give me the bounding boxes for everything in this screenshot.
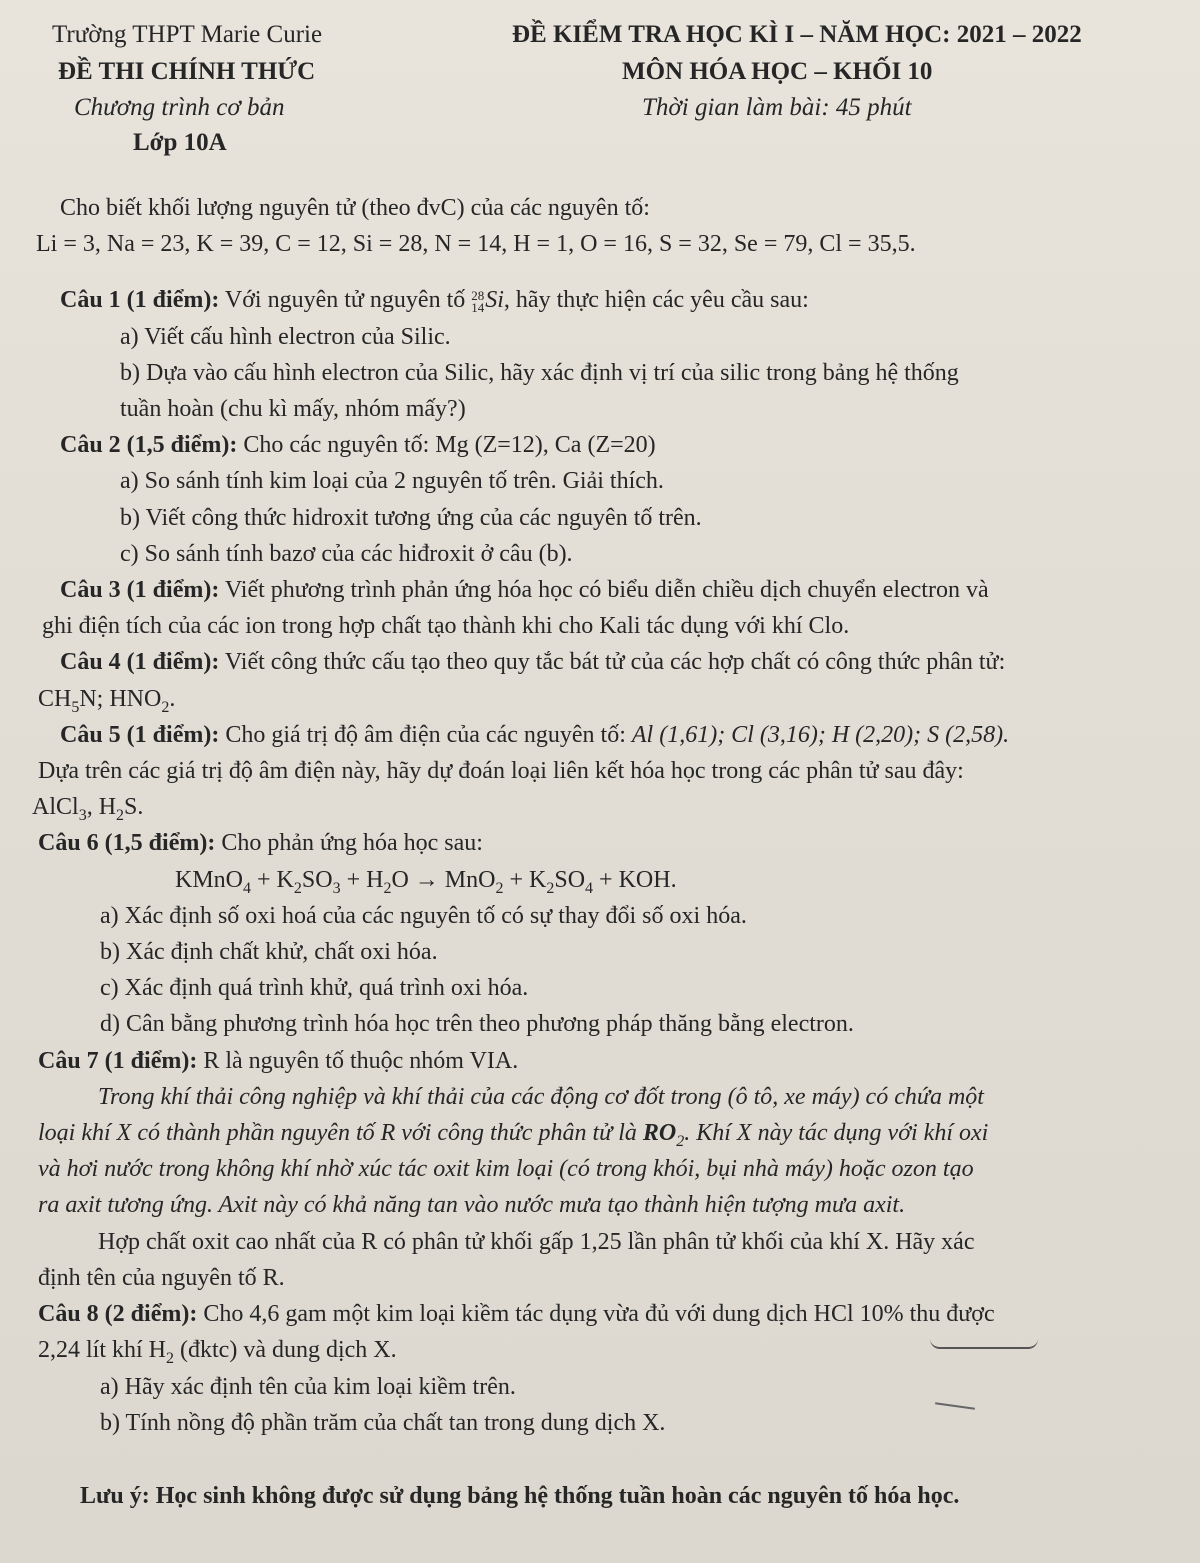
- q1-header: [30, 282, 1170, 318]
- q2-c: c) So sánh tính bazơ của các hiđroxit ở câu (b).: [120, 540, 573, 567]
- q8-header: [30, 1296, 1170, 1332]
- q2-text: Cho các nguyên tố: Mg (Z=12), Ca (Z=20): [243, 432, 656, 459]
- subject-label: MÔN HÓA HỌC – KHỐI 10: [622, 58, 933, 85]
- q6-b: b) Xác định chất khử, chất oxi hóa.: [100, 939, 438, 966]
- q3-text2: ghi điện tích của các ion trong hợp chất tạo thành khi cho Kali tác dụng với khí Clo.: [42, 613, 850, 640]
- q7-p1: Trong khí thải công nghiệp và khí thải của các động cơ đốt trong (ô tô, xe máy) có chứa một: [98, 1083, 984, 1110]
- time-label: Thời gian làm bài: 45 phút: [642, 94, 912, 121]
- q3-title: Câu 3 (1 điểm):: [60, 577, 220, 604]
- q4-title: Câu 4 (1 điểm):: [60, 649, 220, 676]
- q5-text: Cho giá trị độ âm điện của các nguyên tố:: [225, 721, 626, 748]
- q6-c: c) Xác định quá trình khử, quá trình oxi hóa.: [100, 975, 529, 1002]
- q3-text1: Viết phương trình phản ứng hóa học có biểu diễn chiều dịch chuyển electron và: [224, 577, 989, 604]
- q7-p2: loại khí X có thành phần nguyên tố R với công thức phân tử là $RO_2$. Khí X này tác dụng với khí oxi: [38, 1120, 989, 1150]
- exam-body: [30, 190, 1170, 1441]
- exam-note: Lưu ý: Học sinh không được sử dụng bảng hệ thống tuần hoàn các nguyên tố hóa học.: [80, 1483, 960, 1509]
- q2-title: Câu 2 (1,5 điểm):: [60, 432, 238, 459]
- q2-b: b) Viết công thức hidroxit tương ứng của các nguyên tố trên.: [120, 504, 702, 531]
- q8-a: a) Hãy xác định tên của kim loại kiềm trên.: [100, 1373, 516, 1400]
- q5-molecules: AlCl$_3$, $H_2S$.: [32, 794, 144, 825]
- q6-d: d) Cân bằng phương trình hóa học trên theo phương pháp thăng bằng electron.: [100, 1011, 854, 1038]
- q1-b2: tuần hoàn (chu kì mấy, nhóm mấy?): [120, 396, 466, 423]
- q1-title: Câu 1 (1 điểm):: [60, 287, 220, 314]
- official-label: ĐỀ THI CHÍNH THỨC: [58, 58, 316, 85]
- q7-text: R là nguyên tố thuộc nhóm VIA.: [203, 1047, 519, 1074]
- q2-a: a) So sánh tính kim loại của 2 nguyên tố trên. Giải thích.: [120, 468, 664, 495]
- q1-symbol: Si: [485, 287, 504, 314]
- q7-p3: và hơi nước trong không khí nhờ xúc tác oxit kim loại (có trong khói, bụi nhà máy) hoặc ozon tạo: [38, 1156, 974, 1183]
- handwritten-underline: [930, 1339, 1038, 1349]
- q4-header: [30, 644, 1170, 680]
- q4-text1: Viết công thức cấu tạo theo quy tắc bát tử của các hợp chất có công thức phân tử:: [224, 649, 1006, 676]
- q3-header: [30, 572, 1170, 608]
- q5-values: Al (1,61); Cl (3,16); H (2,20); S (2,58).: [631, 721, 1010, 748]
- q4-formulas: $CH_5N$; $HNO_2$.: [38, 685, 176, 716]
- q2-header: [30, 427, 1170, 463]
- q7-p5: Hợp chất oxit cao nhất của R có phân tử khối gấp 1,25 lần phân tử khối của khí X. Hãy xác: [98, 1228, 975, 1255]
- q8-text1: Cho 4,6 gam một kim loại kiềm tác dụng vừa đủ với dung dịch HCl 10% thu được: [203, 1301, 995, 1328]
- program-label: Chương trình cơ bản: [74, 94, 285, 121]
- q1-a: a) Viết cấu hình electron của Silic.: [120, 323, 451, 350]
- q1-text: Với nguyên tử nguyên tố: [224, 287, 466, 314]
- q7-title: Câu 7 (1 điểm):: [38, 1047, 198, 1074]
- q6-equation: KMnO$_4$ + $K_2SO_3 + H_2O \to MnO_2 + K_2SO_4$ + KOH.: [175, 866, 677, 897]
- school-name: Trường THPT Marie Curie: [52, 21, 323, 48]
- spacer: [30, 262, 1170, 282]
- q5-header: [30, 717, 1170, 753]
- given-masses: Li = 3, Na = 23, K = 39, C = 12, Si = 28, N = 14, H = 1, O = 16, S = 32, Se = 79, Cl = 35,5.: [36, 231, 916, 258]
- q6-a: a) Xác định số oxi hoá của các nguyên tố có sự thay đổi số oxi hóa.: [100, 902, 747, 929]
- exam-title: ĐỀ KIỂM TRA HỌC KÌ I – NĂM HỌC: 2021 – 2022: [512, 21, 1082, 48]
- q1-nuclide-numbers: 28 14: [471, 287, 485, 315]
- q7-p6: định tên của nguyên tố R.: [38, 1264, 285, 1291]
- class-label: Lớp 10A: [133, 129, 227, 156]
- q5-text2: Dựa trên các giá trị độ âm điện này, hãy dự đoán loại liên kết hóa học trong các phân tử sau đây:: [38, 758, 964, 785]
- q1-b1: b) Dựa vào cấu hình electron của Silic, hãy xác định vị trí của silic trong bảng hệ thống: [120, 359, 959, 386]
- q7-header: [30, 1043, 1170, 1079]
- q6-header: [30, 825, 1170, 861]
- q1-text-post: , hãy thực hiện các yêu cầu sau:: [503, 287, 809, 314]
- given-intro: Cho biết khối lượng nguyên tử (theo đvC) của các nguyên tố:: [60, 195, 650, 221]
- q6-text: Cho phản ứng hóa học sau:: [221, 830, 483, 857]
- q8-title: Câu 8 (2 điểm):: [38, 1301, 198, 1328]
- q5-title: Câu 5 (1 điểm):: [60, 721, 220, 748]
- q7-p4: ra axit tương ứng. Axit này có khả năng tan vào nước mưa tạo thành hiện tượng mưa axit.: [38, 1192, 906, 1219]
- q6-title: Câu 6 (1,5 điểm):: [38, 830, 216, 857]
- q8-text2: 2,24 lít khí $H_2$ (đktc) và dung dịch X.: [38, 1337, 397, 1368]
- q8-b: b) Tính nồng độ phần trăm của chất tan trong dung dịch X.: [100, 1409, 666, 1436]
